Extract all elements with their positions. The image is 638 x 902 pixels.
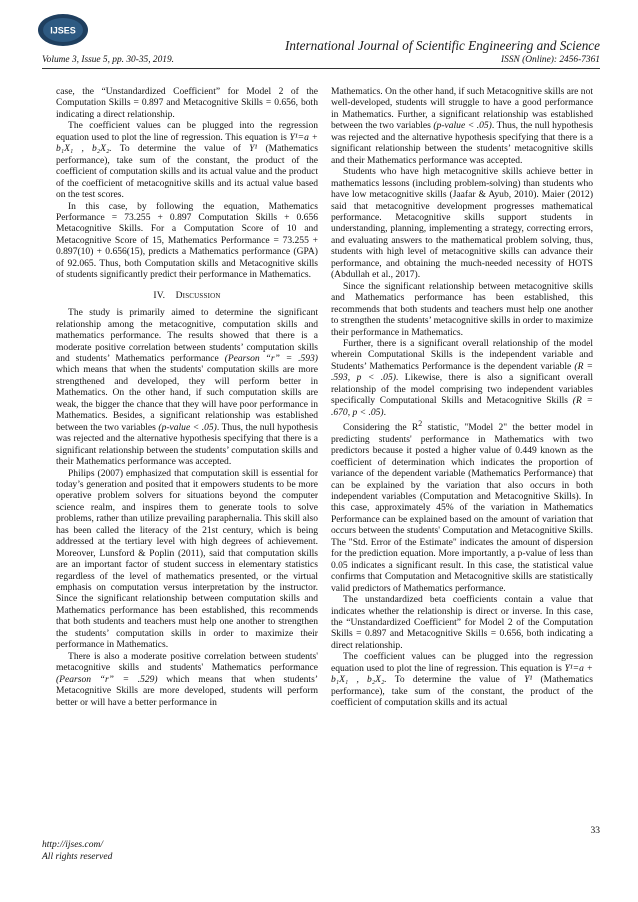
text: The study is primarily aimed to determine the significant relationship among the metacognitive, computation skills and mathematics performance. The results showed that there is a moderate positive correlation between students’ computation skills and students’ Mathematics performance — [56, 307, 318, 364]
paragraph — [56, 651, 318, 708]
statistic: (p-value < .05) — [158, 421, 217, 433]
text: . Thus, the null hypothesis was rejected and the alternative hypothesis specifying that there is a significant relationship between the students’ computation skills and their Mathematics performance was accepted. — [56, 421, 319, 468]
footer-rights: All rights reserved — [42, 852, 113, 862]
heading-number: IV. — [153, 289, 166, 301]
volume-info: Volume 3, Issue 5, pp. 30-35, 2019. — [42, 55, 175, 65]
text: Mathematics. On the other hand, if such Metacognitive skills are not well-developed, students will struggle to have a good performance in Mathematics. Further, a significant relationship was established between the two variables — [331, 86, 593, 132]
paragraph: The unstandardized beta coefficients contain a value that indicates whether the relationship is direct or inverse. In this case, the “Unstandardized Coefficient” for Model 2 of the Computation Skills = 0.897 and Metacognitive Skills = 0.656, both indicating a direct relationship. — [331, 594, 593, 651]
paragraph: case, the “Unstandardized Coefficient” for Model 2 of the Computation Skills = 0.897 and Metacognitive Skills = 0.656, both indicating a direct relationship. — [56, 86, 318, 120]
text: . Likewise, there is also a significant overall relationship of the model comprising two independent variables specifically Computational Skills and Metacognitive Skills — [331, 372, 593, 407]
statistic: (Pearson “r” = .529) — [56, 673, 158, 685]
paragraph — [331, 418, 593, 594]
page-number: 33 — [590, 826, 600, 836]
right-column — [331, 86, 593, 709]
paragraph — [331, 338, 593, 418]
paragraph — [331, 651, 593, 708]
superscript: 2 — [418, 419, 423, 429]
paragraph: Students who have high metacognitive skills achieve better in mathematics lessons (including problem-solving) than students who have low metacognitive skills (Jaafar & Ayub, 2010). Maier (2012) said that metacognitive development progresses mathematical performance. Metacognitive skills support students in understanding, planning, implementing a strategy, correcting errors, and evaluating answers to the mathematical problem solving, thus, students with high level of metacognitive skills can advance their performance, and obtaining the much-needed necessity of HOTS (Abdullah et al., 2017). — [331, 166, 593, 281]
paragraph — [56, 307, 318, 467]
left-column — [56, 86, 318, 708]
journal-title: International Journal of Scientific Engineering and Science — [285, 38, 600, 53]
text: (Mathematics performance), take sum of the constant, the product of the coefficient of computation skills and its actual value and the product of the coefficient of metacognitive skills and its actual value based on the test scores. — [56, 143, 318, 201]
paragraph — [56, 120, 318, 200]
text: Further, there is a significant overall relationship of the model wherein Computational Skills is the independent variable and Students’ Mathematics Performance is the dependent variable — [331, 337, 593, 372]
statistic: (R = .670, p < .05) — [331, 395, 593, 418]
footer-url[interactable]: http://ijses.com/ — [42, 840, 103, 850]
regression-equation: Y¹=a + b₁X₁ , b₂X₂. — [56, 131, 319, 155]
statistic: (Pearson “r” = .593) — [224, 352, 318, 364]
text: There is also a moderate positive correlation between students' metacognitive skills and students' Mathematics performance — [56, 650, 318, 674]
text: which means that when the students' computation skills are more strengthened and developed, they will perform better in Mathematics. On the other hand, if such computation skills are weak, the bigger the chance that they will have poor performance in Mathematics. Besides, a significant relationship was established between the two variables — [56, 364, 318, 433]
variable-y: Y¹ — [524, 674, 533, 686]
issn: ISSN (Online): 2456-7361 — [501, 55, 600, 65]
regression-equation: Y¹=a + b₁X₁ , b₂X₂. — [331, 662, 594, 686]
text: To determine the value of — [111, 143, 250, 155]
text: The coefficient values can be plugged into the regression equation used to plot the line of regression. This equation is — [56, 120, 318, 143]
logo-text: IJSES — [50, 25, 76, 36]
paragraph: Philips (2007) emphasized that computation skill is essential for today’s generation and posited that it empowers students to be more operative problem solvers for situations beyond the computer science realm, and inspires them to generate tools to solve problems, rather than utilize prevailing paraphernalia. This skill also has been called the literacy of the 21st century, which is being addressed at the tertiary level with high degrees of achievement. Moreover, Lunsford & Poplin (2011), said that computation skills are an important factor of student success in elementary statistics regardless of the level of mathematics presented, or the virtual emphasis on computation versus interpretation by the instructor. Since the significant relationship between computation skills and Mathematics performance has been established, this recommends that both students and teachers must help one another to strengthen the students’ computation skills in order to maximize their performance in Mathematics. — [56, 467, 318, 651]
text: statistic, "Model 2" the better model in predicting students' performance in Mathematics with two predictors because it posted a higher value of 0.449 known as the coefficient of determination which indicates the proportion of variance of the dependent variable (Mathematics Performance) that can be explained by the variation that also occurs in both independent variables (Computation and Metacognitive Skills). In this case, approximately 45% of the variation in Mathematics Performance can be explained based on the amount of variation that occurs between the students' Computation and Metacognitive Skills. The "Std. Error of the Estimate" indicates the amount of dispersion for the prediction equation. More importantly, a p-value of less than 0.05 indicates a significant result. In this case, the statistical value confirms that Computation and Metacognitive skills are statistically valid predictors of Mathematics performance. — [331, 422, 593, 594]
journal-logo — [36, 12, 90, 48]
paragraph — [331, 86, 593, 166]
header-rule — [42, 68, 600, 69]
text: The coefficient values can be plugged into the regression equation used to plot the line of regression. This equation is — [331, 651, 593, 674]
statistic: (p-value < .05) — [433, 120, 492, 132]
text: (Mathematics performance), take sum of the constant, the product of the coefficient of computation skills and its actual — [331, 674, 593, 709]
heading-text: Discussion — [175, 289, 221, 301]
text: To determine the value of — [386, 674, 525, 686]
section-heading — [56, 290, 318, 301]
variable-y: Y¹ — [249, 143, 258, 155]
statistic: (R = .593, p < .05) — [331, 360, 593, 384]
paragraph: Since the significant relationship between metacognitive skills and Mathematics performance has been established, this recommends that both students and teachers must help one another to strengthen the students’ metacognitive skills in order to maximize their performance in Mathematics. — [331, 280, 593, 338]
paragraph: In this case, by following the equation, Mathematics Performance = 73.255 + 0.897 Computation Skills + 0.656 Metacognitive Skills. For a Computation Score of 10 and Metacognitive Score of 15, Mathematics Performance = 73.255 + 0.897(10) + 0.656(15), predicts a Mathematics performance (GPA) of 92.065. Thus, both Computation skills and Metacognitive skills of students significantly predict their performance in Mathematics. — [56, 200, 318, 281]
text: . — [383, 406, 386, 418]
text: which means that when students’ Metacognitive Skills are more developed, students will perform better or will have a better performance in — [56, 673, 318, 708]
text: Considering the R — [343, 422, 419, 434]
text: . Thus, the null hypothesis was rejected and the alternative hypothesis specifying that there is a significant relationship between the students’ metacognitive skills and their Mathematics performance was accepted. — [331, 120, 594, 166]
